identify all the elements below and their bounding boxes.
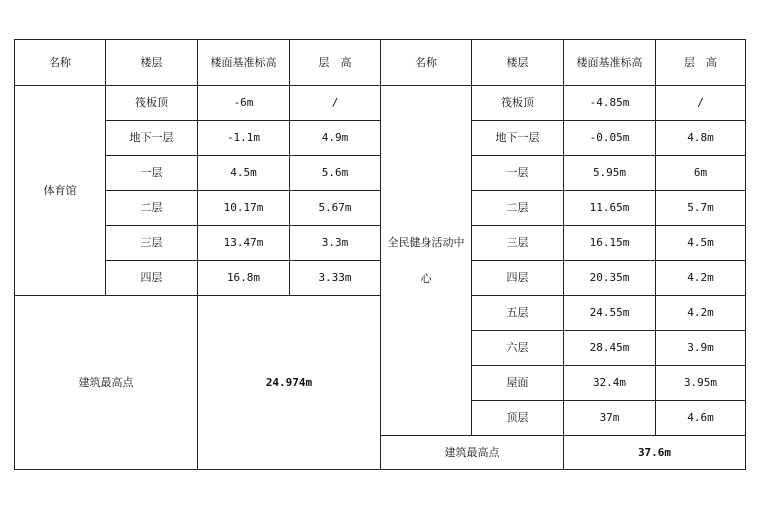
right-floor: 四层	[472, 261, 564, 296]
right-building-name-text: 全民健身活动中心	[387, 235, 465, 285]
left-height: 5.6m	[290, 156, 381, 191]
right-header-floor: 楼层	[472, 40, 564, 86]
floor-elevation-table	[14, 39, 746, 470]
right-elevation: 5.95m	[564, 156, 656, 191]
left-highest-value: 24.974m	[198, 296, 381, 470]
right-height: 4.6m	[656, 401, 746, 436]
left-elevation: 13.47m	[198, 226, 290, 261]
right-height: 4.8m	[656, 121, 746, 156]
left-elevation: 10.17m	[198, 191, 290, 226]
left-height: 5.67m	[290, 191, 381, 226]
right-height: 5.7m	[656, 191, 746, 226]
right-height: 4.2m	[656, 296, 746, 331]
left-height: /	[290, 86, 381, 121]
right-floor: 三层	[472, 226, 564, 261]
left-building-name: 体育馆	[15, 86, 106, 296]
left-header-height: 层 高	[290, 40, 381, 86]
left-floor: 地下一层	[106, 121, 198, 156]
right-elevation: 24.55m	[564, 296, 656, 331]
left-floor: 三层	[106, 226, 198, 261]
left-floor: 筏板顶	[106, 86, 198, 121]
right-header-elevation: 楼面基准标高	[564, 40, 656, 86]
table-row	[15, 296, 746, 331]
right-height: /	[656, 86, 746, 121]
right-floor: 六层	[472, 331, 564, 366]
left-height: 3.33m	[290, 261, 381, 296]
right-elevation: 32.4m	[564, 366, 656, 401]
left-elevation: -6m	[198, 86, 290, 121]
right-elevation: 16.15m	[564, 226, 656, 261]
left-floor: 一层	[106, 156, 198, 191]
right-building-name	[381, 86, 472, 436]
right-height: 3.95m	[656, 366, 746, 401]
left-elevation: 16.8m	[198, 261, 290, 296]
left-highest-label: 建筑最高点	[15, 296, 198, 470]
left-elevation: 4.5m	[198, 156, 290, 191]
right-elevation: -4.85m	[564, 86, 656, 121]
table-row	[15, 156, 746, 191]
right-elevation: 37m	[564, 401, 656, 436]
right-height: 6m	[656, 156, 746, 191]
right-floor: 地下一层	[472, 121, 564, 156]
left-header-name: 名称	[15, 40, 106, 86]
right-floor: 二层	[472, 191, 564, 226]
table-row	[15, 226, 746, 261]
right-highest-label: 建筑最高点	[381, 436, 564, 470]
right-elevation: 20.35m	[564, 261, 656, 296]
table-row	[15, 121, 746, 156]
right-highest-value: 37.6m	[564, 436, 746, 470]
right-elevation: 11.65m	[564, 191, 656, 226]
table-row	[15, 86, 746, 121]
right-floor: 屋面	[472, 366, 564, 401]
right-floor: 五层	[472, 296, 564, 331]
left-header-elevation: 楼面基准标高	[198, 40, 290, 86]
left-elevation: -1.1m	[198, 121, 290, 156]
right-elevation: -0.05m	[564, 121, 656, 156]
right-height: 4.2m	[656, 261, 746, 296]
left-floor: 四层	[106, 261, 198, 296]
header-row	[15, 40, 746, 86]
left-height: 4.9m	[290, 121, 381, 156]
left-height: 3.3m	[290, 226, 381, 261]
left-floor: 二层	[106, 191, 198, 226]
table-row	[15, 191, 746, 226]
right-elevation: 28.45m	[564, 331, 656, 366]
right-floor: 筏板顶	[472, 86, 564, 121]
right-height: 3.9m	[656, 331, 746, 366]
left-header-floor: 楼层	[106, 40, 198, 86]
right-floor: 顶层	[472, 401, 564, 436]
right-floor: 一层	[472, 156, 564, 191]
right-header-height: 层 高	[656, 40, 746, 86]
table-row	[15, 261, 746, 296]
right-header-name: 名称	[381, 40, 472, 86]
right-height: 4.5m	[656, 226, 746, 261]
